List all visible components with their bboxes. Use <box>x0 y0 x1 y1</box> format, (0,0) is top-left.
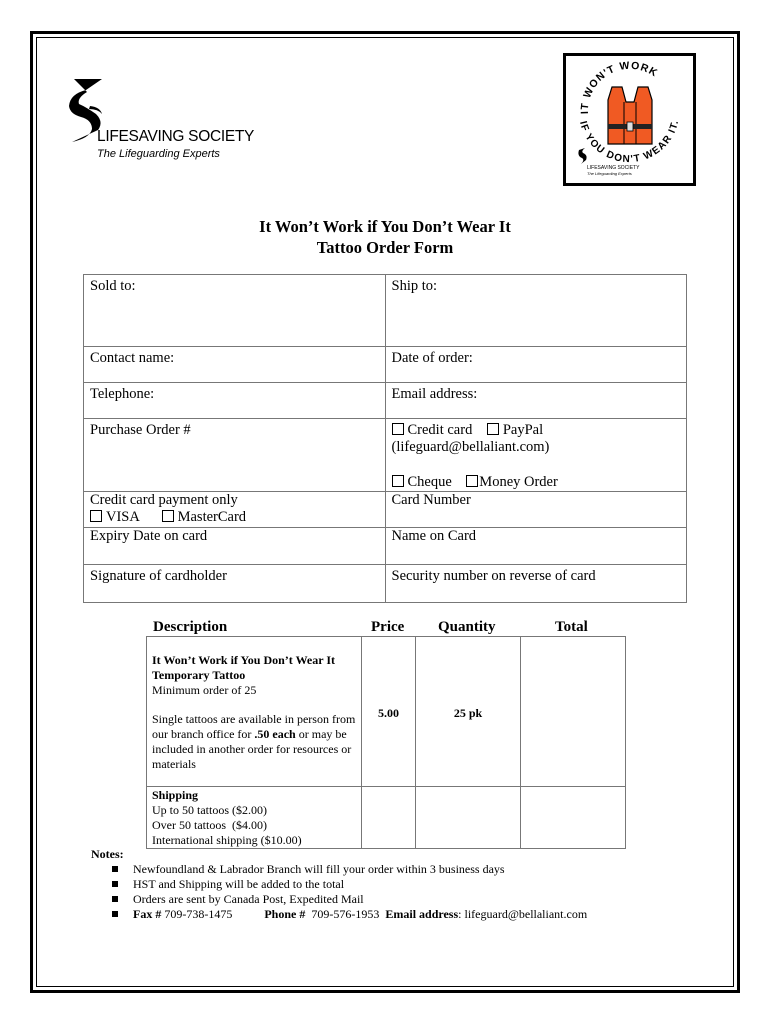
org-name: LIFESAVING SOCIETY <box>97 128 255 145</box>
shipping-price <box>362 787 416 849</box>
list-item: Fax # 709-738-1475 Phone # 709-576-1953 Email address: lifeguard@bellaliant.com <box>112 907 587 922</box>
product-total[interactable] <box>521 637 626 787</box>
sold-to-field[interactable] <box>84 275 386 347</box>
signature-field[interactable] <box>84 565 386 603</box>
credit-card-only-label: Credit card payment only <box>90 492 238 508</box>
purchase-order-label: Purchase Order # <box>90 422 191 438</box>
sold-to-label: Sold to: <box>90 278 136 294</box>
money-order-label: Money Order <box>479 474 558 490</box>
visa-label: VISA <box>106 509 140 525</box>
email-label: Email address: <box>391 386 478 402</box>
list-item: Newfoundland & Labrador Branch will fill your order within 3 business days <box>112 862 587 877</box>
shipping-title: Shipping <box>152 788 199 802</box>
notes-heading: Notes: <box>91 847 124 861</box>
paypal-email: (lifeguard@bellaliant.com) <box>391 439 550 455</box>
bullet-icon <box>112 896 118 902</box>
expiry-date-field[interactable] <box>84 528 386 565</box>
form-subtitle: Tattoo Order Form <box>316 238 454 257</box>
telephone-field[interactable] <box>84 383 386 419</box>
shipping-quantity[interactable] <box>416 787 521 849</box>
contact-name-field[interactable] <box>84 347 386 383</box>
card-number-label: Card Number <box>391 492 471 508</box>
total-header: Total <box>555 619 588 635</box>
visa-checkbox[interactable] <box>90 510 102 522</box>
product-table <box>146 636 626 849</box>
form-title: It Won’t Work if You Don’t Wear It <box>259 217 511 236</box>
shipping-line2: Over 50 tattoos ($4.00) <box>152 818 267 832</box>
shipping-total[interactable] <box>521 787 626 849</box>
org-tagline: The Lifeguarding Experts <box>97 148 220 160</box>
minimum-order: Minimum order of 25 <box>152 683 257 697</box>
order-form-table <box>83 274 687 603</box>
credit-card-label: Credit card <box>407 422 473 438</box>
table-row <box>147 787 626 849</box>
product-name-line2: Temporary Tattoo <box>152 668 246 682</box>
mastercard-label: MasterCard <box>177 509 247 525</box>
contact-name-label: Contact name: <box>90 350 175 366</box>
cheque-checkbox[interactable] <box>392 475 404 487</box>
badge-arc-bottom: IF YOU DON'T WEAR IT. <box>577 118 682 166</box>
phone-label: Phone # <box>264 907 306 921</box>
paypal-checkbox[interactable] <box>487 423 499 435</box>
fax-number: 709-738-1475 <box>164 907 233 921</box>
security-number-field[interactable] <box>385 565 687 603</box>
credit-card-checkbox[interactable] <box>392 423 404 435</box>
security-number-label: Security number on reverse of card <box>391 568 596 584</box>
date-of-order-field[interactable] <box>385 347 687 383</box>
life-vest-icon <box>608 87 652 144</box>
email-contact[interactable]: lifeguard@bellaliant.com <box>464 907 588 921</box>
notes-list <box>112 862 587 922</box>
mastercard-checkbox[interactable] <box>162 510 174 522</box>
money-order-checkbox[interactable] <box>466 475 478 487</box>
card-number-field[interactable] <box>385 492 687 528</box>
signature-label: Signature of cardholder <box>90 568 227 584</box>
payment-method-cell <box>385 419 687 492</box>
product-description-cell <box>147 637 362 787</box>
description-header: Description <box>153 619 228 635</box>
bullet-icon <box>112 911 118 917</box>
wear-it-badge <box>563 53 696 186</box>
product-price: 5.00 <box>362 637 416 787</box>
list-item: Orders are sent by Canada Post, Expedited Mail <box>112 892 587 907</box>
product-quantity[interactable]: 25 pk <box>416 637 521 787</box>
paypal-label: PayPal <box>502 422 544 438</box>
list-item: HST and Shipping will be added to the total <box>112 877 587 892</box>
shipping-line1: Up to 50 tattoos ($2.00) <box>152 803 267 817</box>
shipping-description-cell <box>147 787 362 849</box>
ship-to-field[interactable] <box>385 275 687 347</box>
badge-graphic <box>566 56 693 183</box>
cheque-label: Cheque <box>407 474 452 490</box>
bullet-icon <box>112 881 118 887</box>
shipping-line3: International shipping ($10.00) <box>152 833 302 847</box>
table-row <box>147 637 626 787</box>
badge-arc-top: IT WON'T WORK <box>578 59 660 115</box>
ship-to-label: Ship to: <box>391 278 438 294</box>
name-on-card-label: Name on Card <box>391 528 477 544</box>
price-header: Price <box>371 619 405 635</box>
email-field[interactable] <box>385 383 687 419</box>
single-tattoo-note: Single tattoos are available in person from our branch office for .50 each or may be included in another order for resources or materials <box>152 712 356 771</box>
badge-org-tagline: The Lifeguarding Experts <box>587 171 632 176</box>
quantity-header: Quantity <box>438 619 496 635</box>
phone-number: 709-576-1953 <box>311 907 380 921</box>
expiry-date-label: Expiry Date on card <box>90 528 208 544</box>
product-name-line1: It Won’t Work if You Don’t Wear It <box>152 653 336 667</box>
name-on-card-field[interactable] <box>385 528 687 565</box>
telephone-label: Telephone: <box>90 386 155 402</box>
purchase-order-field[interactable] <box>84 419 386 492</box>
badge-org-name: LIFESAVING SOCIETY <box>587 165 640 171</box>
fax-label: Fax # <box>133 907 162 921</box>
badge-small-logo-icon <box>578 148 586 164</box>
card-type-cell <box>84 492 386 528</box>
date-of-order-label: Date of order: <box>391 350 473 366</box>
bullet-icon <box>112 866 118 872</box>
email-contact-label: Email address <box>385 907 459 921</box>
